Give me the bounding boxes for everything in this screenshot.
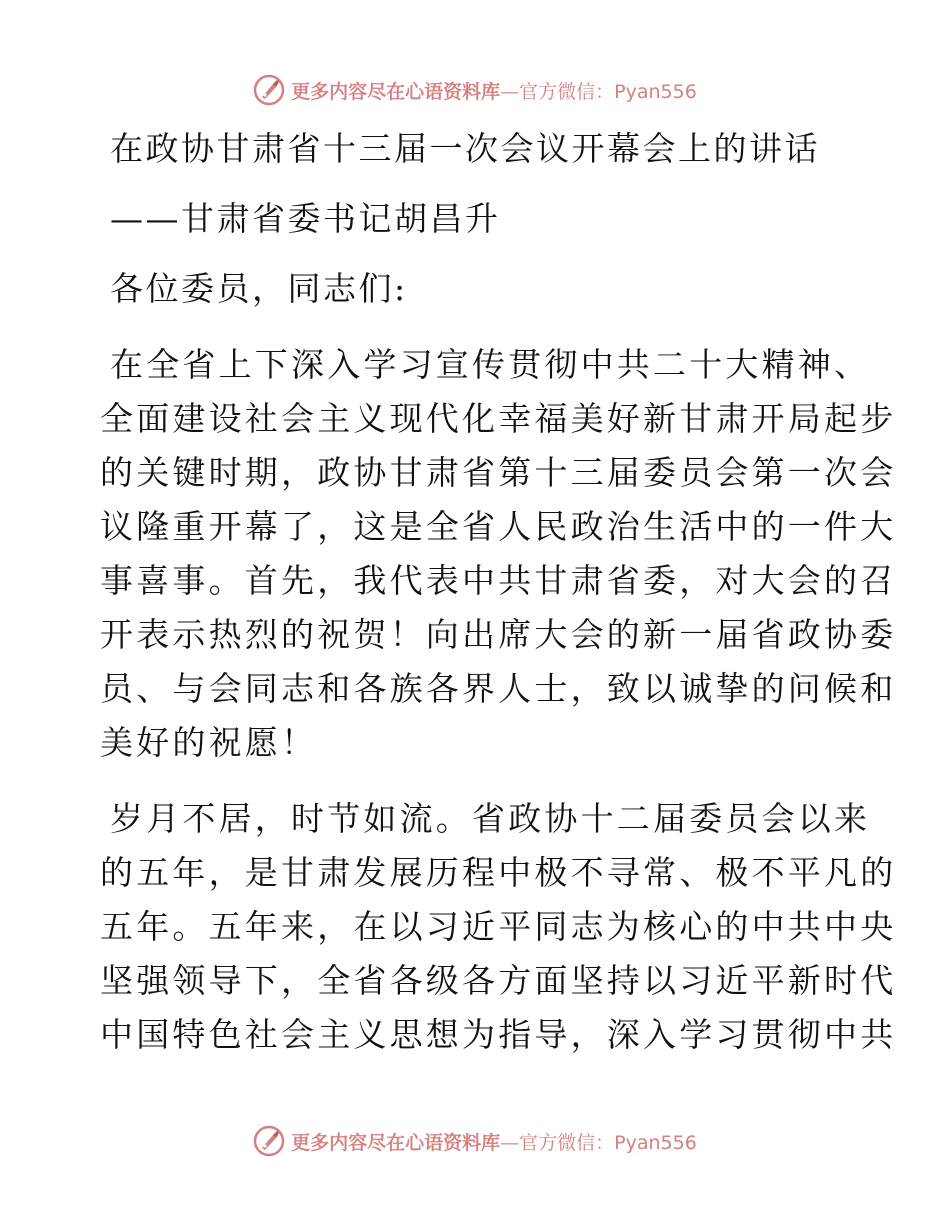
quill-pen-icon: [253, 74, 285, 106]
watermark-sub: 官方微信：Pyan556: [519, 80, 697, 103]
watermark-sub: 官方微信：Pyan556: [519, 1131, 697, 1154]
document-subtitle: ——甘肃省委书记胡昌升: [110, 199, 501, 238]
paragraph-line: 美好的祝愿！: [100, 723, 318, 762]
header-watermark: [0, 72, 950, 108]
watermark-separator: —: [500, 80, 520, 103]
paragraph-line: 中国特色社会主义思想为指导，深入学习贯彻中共: [100, 1015, 897, 1054]
watermark-main: 更多内容尽在心语资料库: [291, 1131, 501, 1154]
watermark-text: [291, 77, 697, 104]
paragraph-line: 开表示热烈的祝贺！向出席大会的新一届省政协委: [100, 615, 897, 654]
watermark-text: [291, 1128, 697, 1155]
paragraph-line: 的关键时期，政协甘肃省第十三届委员会第一次会: [100, 453, 897, 492]
paragraph-line: 岁月不居，时节如流。省政协十二届委员会以来: [110, 799, 871, 838]
document-title: 在政协甘肃省十三届一次会议开幕会上的讲话: [110, 129, 820, 168]
paragraph-line: 全面建设社会主义现代化幸福美好新甘肃开局起步: [100, 399, 897, 438]
paragraph-line: 员、与会同志和各族各界人士，致以诚挚的问候和: [100, 669, 897, 708]
document-body: [100, 122, 897, 1062]
paragraph-2: [100, 792, 897, 1062]
watermark-separator: —: [500, 1131, 520, 1154]
quill-pen-icon: [253, 1125, 285, 1157]
footer-watermark: [0, 1123, 950, 1159]
paragraph-line: 的五年，是甘肃发展历程中极不寻常、极不平凡的: [100, 853, 897, 892]
paragraph-line: 五年。五年来，在以习近平同志为核心的中共中央: [100, 907, 897, 946]
paragraph-line: 议隆重开幕了，这是全省人民政治生活中的一件大: [100, 507, 897, 546]
paragraph-line: 在全省上下深入学习宣传贯彻中共二十大精神、: [110, 345, 871, 384]
paragraph-1: [100, 338, 897, 770]
watermark-main: 更多内容尽在心语资料库: [291, 80, 501, 103]
paragraph-line: 坚强领导下，全省各级各方面坚持以习近平新时代: [100, 961, 897, 1000]
greeting: 各位委员，同志们:: [110, 269, 408, 308]
paragraph-line: 事喜事。首先，我代表中共甘肃省委，对大会的召: [100, 561, 897, 600]
